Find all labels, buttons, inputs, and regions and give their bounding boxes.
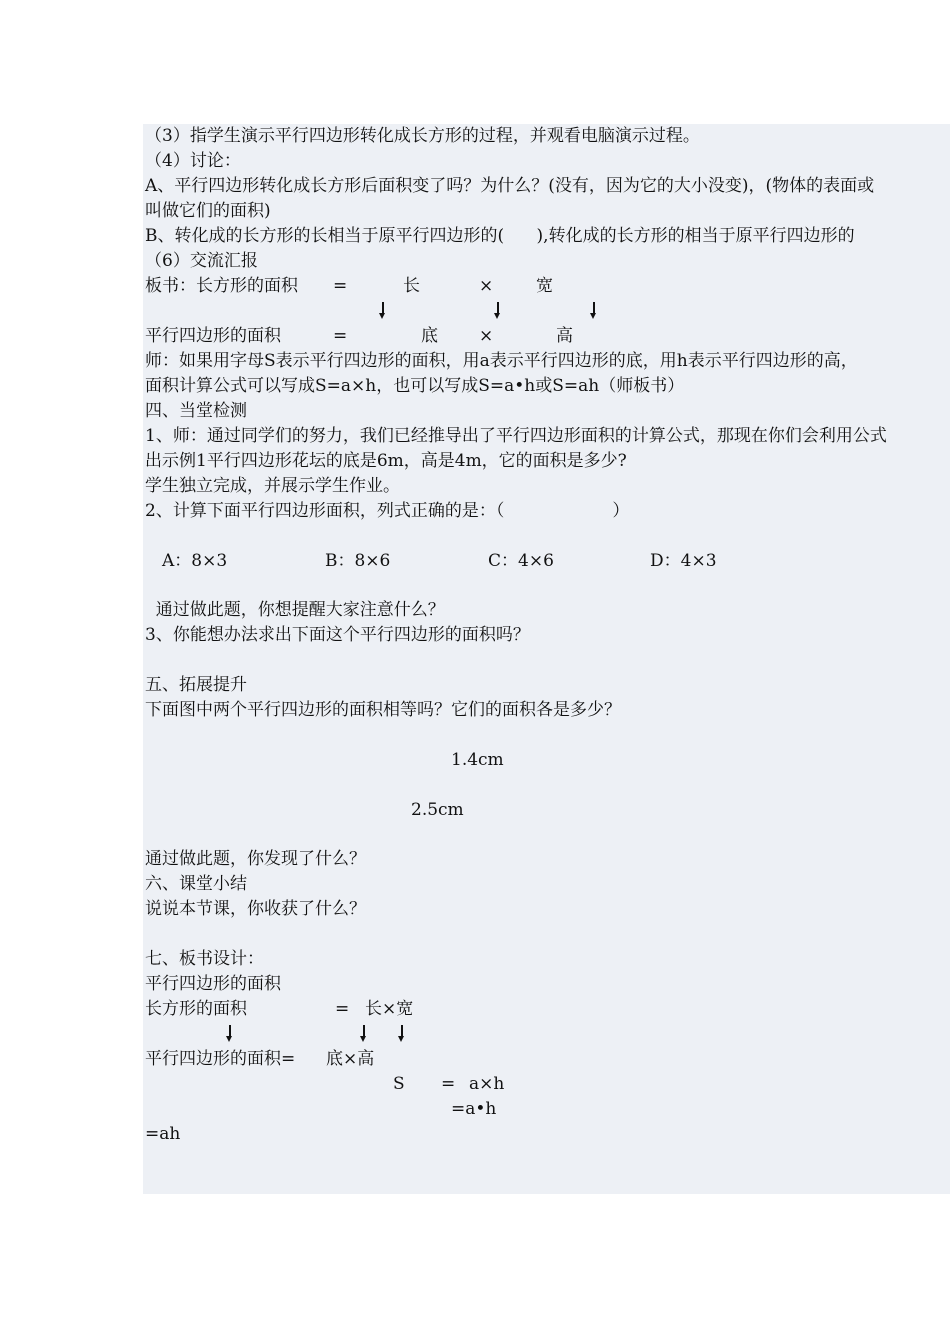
summary-question: 说说本节课，你收获了什么？: [145, 899, 366, 919]
formula-letters-line: 面积计算公式可以写成S=a×h，也可以写成S=a•h或S=ah（师板书）: [145, 376, 685, 396]
board-equals-1: =: [333, 276, 348, 296]
question-b-line: B、转化成的长方形的长相当于原平行四边形的( ),转化成的长方形的相当于原平行四边形的: [145, 226, 855, 246]
board2-equals: =: [335, 999, 350, 1019]
section-4-heading: 四、当堂检测: [145, 401, 247, 421]
exercise-3-line: 3、你能想办法求出下面这个平行四边形的面积吗？: [145, 625, 530, 645]
board-times-1: ×: [479, 276, 494, 296]
board2-rect-label: 长方形的面积: [145, 999, 247, 1019]
step-6-heading: （6）交流汇报: [145, 251, 258, 271]
board-base: 底: [421, 326, 438, 346]
board-para-area-label: 平行四边形的面积: [145, 326, 281, 346]
board2-para-rhs: 底×高: [326, 1049, 375, 1069]
discovery-question: 通过做此题，你发现了什么？: [145, 849, 366, 869]
section-7-heading: 七、板书设计：: [145, 949, 264, 969]
down-arrow-icon: [225, 1025, 235, 1043]
exercise-2-line: 2、计算下面平行四边形面积，列式正确的是：（ ）: [145, 501, 630, 521]
down-arrow-icon: [493, 302, 503, 320]
figure-label-bottom: 2.5cm: [411, 800, 464, 820]
board2-a-dot-h: =a•h: [451, 1099, 497, 1119]
exercise-1-line: 1、师：通过同学们的努力，我们已经推导出了平行四边形面积的计算公式，那现在你们会利用公式: [145, 426, 887, 446]
board-length: 长: [403, 276, 420, 296]
section-5-heading: 五、拓展提升: [145, 675, 247, 695]
board2-para-label: 平行四边形的面积=: [145, 1049, 296, 1069]
board2-ah: =ah: [145, 1124, 181, 1144]
option-c: C：4×6: [488, 551, 554, 571]
board2-equals-2: =: [441, 1074, 456, 1094]
board2-rect-rhs: 长×宽: [365, 999, 414, 1019]
board-width: 宽: [536, 276, 553, 296]
option-a: A：8×3: [162, 551, 228, 571]
board-times-2: ×: [479, 326, 494, 346]
section-6-heading: 六、课堂小结: [145, 874, 247, 894]
step-4-heading: （4）讨论：: [145, 151, 241, 171]
board-height: 高: [556, 326, 573, 346]
step-3-line: （3）指学生演示平行四边形转化成长方形的过程，并观看电脑演示过程。: [145, 126, 700, 146]
question-a-line: A、平行四边形转化成长方形后面积变了吗？为什么？(没有，因为它的大小没变)，(物体的表面或: [145, 176, 875, 196]
example-1-line: 出示例1平行四边形花坛的底是6m，高是4m，它的面积是多少?: [145, 451, 627, 471]
extension-question: 下面图中两个平行四边形的面积相等吗？它们的面积各是多少？: [145, 700, 621, 720]
board-equals-2: =: [333, 326, 348, 346]
board2-a-times-h: a×h: [469, 1074, 505, 1094]
option-b: B：8×6: [325, 551, 391, 571]
teacher-formula-line: 师：如果用字母S表示平行四边形的面积，用a表示平行四边形的底，用h表示平行四边形的高，: [145, 351, 858, 371]
down-arrow-icon: [359, 1025, 369, 1043]
figure-label-top: 1.4cm: [451, 750, 504, 770]
down-arrow-icon: [378, 302, 388, 320]
independent-work-line: 学生独立完成，并展示学生作业。: [145, 476, 400, 496]
board-rect-area-label: 板书：长方形的面积: [145, 276, 298, 296]
down-arrow-icon: [397, 1025, 407, 1043]
option-d: D：4×3: [650, 551, 717, 571]
down-arrow-icon: [589, 302, 599, 320]
board-title: 平行四边形的面积: [145, 974, 281, 994]
board2-s: S: [393, 1074, 405, 1094]
question-a-continuation: 叫做它们的面积): [145, 201, 271, 221]
reminder-question: 通过做此题，你想提醒大家注意什么？: [145, 600, 445, 620]
